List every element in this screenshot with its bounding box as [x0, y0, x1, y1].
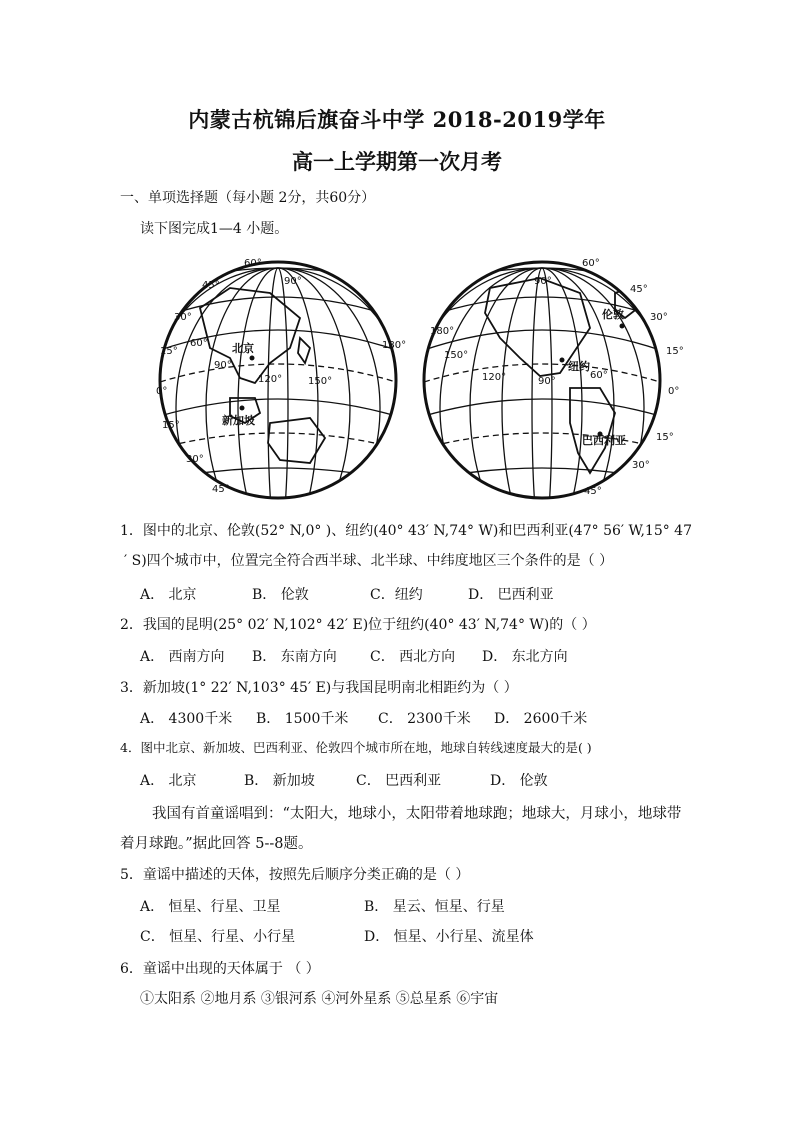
q1-option-a: A． 北京 [140, 587, 197, 603]
left-lbl-10: 90° [214, 360, 232, 371]
right-lbl-11: 120° [482, 372, 507, 383]
right-lbl-2: 30° [650, 312, 668, 323]
q2-option-b: B． 东南方向 [252, 649, 337, 665]
right-lbl-12: 90° [538, 376, 556, 387]
right-lbl-10: 150° [444, 350, 469, 361]
q1-stem-line1: 1．图中的北京、伦敦(52° N,0° )、纽约(40° 43′ N,74° W)和巴西利亚(47° 56′ W,15° 47 [120, 523, 692, 539]
newyork-marker [560, 358, 565, 363]
q3-option-d: D． 2600千米 [494, 711, 588, 727]
right-lbl-9: 180° [430, 326, 455, 337]
right-lbl-4: 0° [668, 386, 680, 397]
city-london: 伦敦 [602, 308, 624, 321]
beijing-marker [250, 356, 255, 361]
right-lbl-8: 90° [534, 276, 552, 287]
left-lbl-9: 60° [190, 338, 208, 349]
q1-option-b: B． 伦敦 [252, 587, 309, 603]
q1-option-c: C．纽约 [370, 587, 423, 603]
q5-option-b: B． 星云、恒星、行星 [364, 899, 505, 915]
q2-option-a: A． 西南方向 [140, 649, 225, 665]
left-lbl-5: 15° [162, 420, 180, 431]
right-lbl-7: 45° [584, 486, 602, 497]
left-lbl-0: 60° [244, 258, 262, 269]
q4-option-b: B． 新加坡 [244, 773, 315, 789]
q5-option-a: A． 恒星、行星、卫星 [140, 899, 281, 915]
q6-stem: 6．童谣中出现的天体属于 （ ） [120, 961, 320, 977]
q5-option-d: D． 恒星、小行星、流星体 [364, 929, 534, 945]
q4-stem: 4．图中北京、新加坡、巴西利亚、伦敦四个城市所在地，地球自转线速度最大的是( ) [120, 740, 592, 755]
left-lbl-4: 0° [156, 386, 168, 397]
left-lbl-7: 45° [212, 484, 230, 495]
left-lbl-8: 90° [284, 276, 302, 287]
exam-title-line1: 内蒙古杭锦后旗奋斗中学 2018-2019学年 [188, 107, 606, 132]
q2-option-c: C． 西北方向 [370, 649, 456, 665]
q4-option-c: C． 巴西利亚 [356, 773, 442, 789]
q4-option-a: A． 北京 [140, 773, 197, 789]
right-lbl-3: 15° [666, 346, 684, 357]
left-lbl-6: 30° [186, 454, 204, 465]
q1-option-d: D． 巴西利亚 [468, 587, 554, 603]
city-brasilia: 巴西利亚 [582, 434, 626, 447]
right-lbl-0: 60° [582, 258, 600, 269]
intro2-line2: 着月球跑。”据此回答 5--8题。 [120, 836, 313, 852]
q1-stem-line2: ′ S)四个城市中，位置完全符合西半球、北半球、中纬度地区三个条件的是（ ） [124, 553, 614, 569]
london-marker [620, 324, 625, 329]
q4-option-d: D． 伦敦 [490, 773, 548, 789]
q3-stem: 3．新加坡(1° 22′ N,103° 45′ E)与我国昆明南北相距约为（ ） [120, 680, 518, 696]
q3-option-b: B． 1500千米 [256, 711, 349, 727]
right-lbl-5: 15° [656, 432, 674, 443]
q3-option-c: C． 2300千米 [378, 711, 471, 727]
exam-title-line2: 高一上学期第一次月考 [292, 149, 502, 174]
right-lbl-13: 60° [590, 370, 608, 381]
q2-stem: 2．我国的昆明(25° 02′ N,102° 42′ E)位于纽约(40° 43′ N,74° W)的（ ） [120, 617, 596, 633]
intro-text: 读下图完成1—4 小题。 [140, 221, 289, 237]
city-singapore: 新加坡 [222, 414, 255, 427]
left-lbl-1: 45° [202, 280, 220, 291]
left-globe [148, 258, 408, 548]
intro2-line1: 我国有首童谣唱到：“太阳大，地球小，太阳带着地球跑；地球大，月球小，地球带 [152, 806, 682, 822]
right-lbl-1: 45° [630, 284, 648, 295]
q5-option-c: C． 恒星、行星、小行星 [140, 929, 296, 945]
q2-option-d: D． 东北方向 [482, 649, 568, 665]
q3-option-a: A． 4300千米 [140, 711, 233, 727]
city-newyork: 纽约 [568, 360, 590, 373]
section-heading: 一、单项选择题（每小题 2分，共60分） [120, 190, 376, 206]
q5-stem: 5．童谣中描述的天体，按照先后顺序分类正确的是（ ） [120, 867, 470, 883]
right-lbl-6: 30° [632, 460, 650, 471]
left-lbl-11: 120° [258, 374, 283, 385]
left-lbl-3: 15° [160, 346, 178, 357]
q6-choices: ①太阳系 ②地月系 ③银河系 ④河外星系 ⑤总星系 ⑥宇宙 [140, 991, 499, 1007]
city-beijing: 北京 [232, 342, 254, 355]
right-globe [412, 258, 684, 548]
left-lbl-2: 30° [174, 312, 192, 323]
singapore-marker [240, 406, 245, 411]
left-lbl-13: 180° [382, 340, 407, 351]
globes-figure [156, 248, 700, 510]
left-lbl-12: 150° [308, 376, 333, 387]
